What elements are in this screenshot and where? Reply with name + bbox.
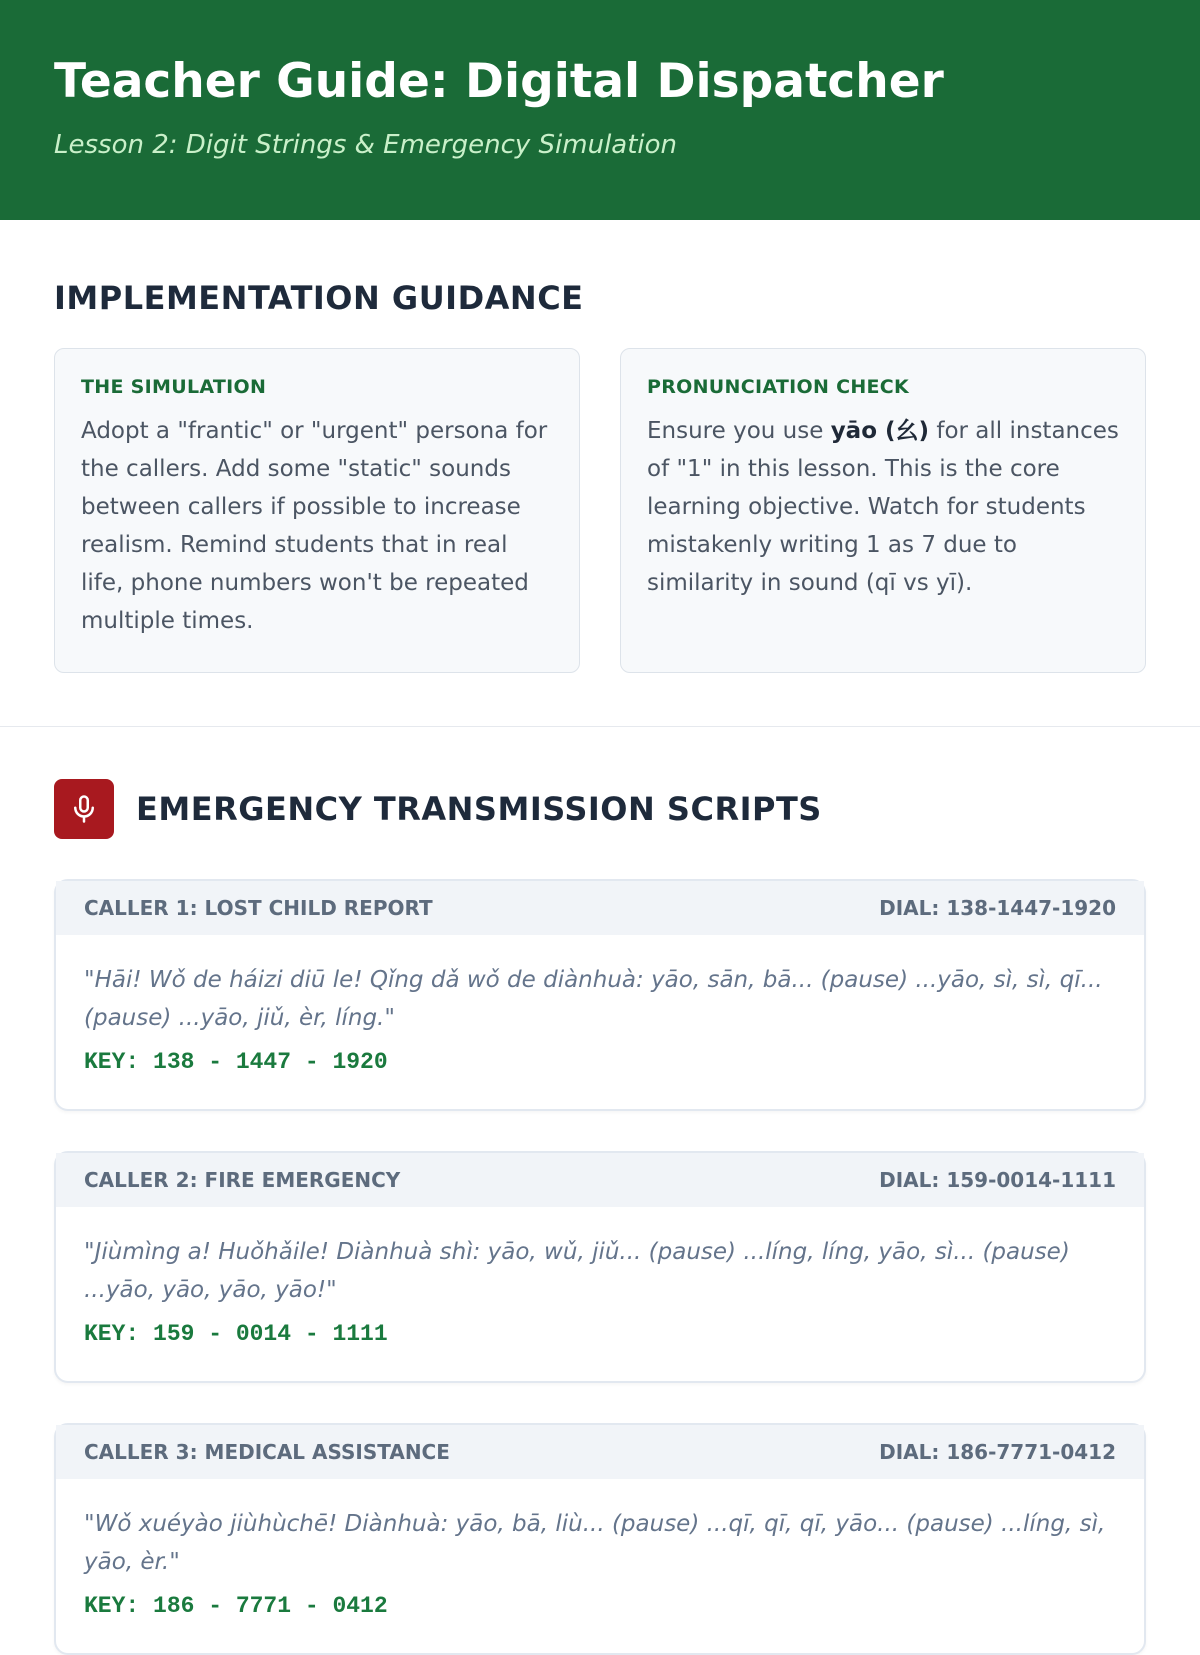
caller-card-header — [56, 1153, 1144, 1207]
guidance-title: IMPLEMENTATION GUIDANCE — [54, 279, 584, 317]
page-title: Teacher Guide: Digital Dispatcher — [54, 54, 944, 109]
page-header — [0, 0, 1200, 220]
caller-card — [54, 1151, 1146, 1383]
caller-script-list — [54, 879, 1146, 1655]
guidance-card-title: PRONUNCIATION CHECK — [647, 376, 910, 398]
guidance-card-body: Adopt a "frantic" or "urgent" persona for the callers. Add some "static" sounds between callers if possible to increase realism. Remind students that in real life, phone numbers won't be repeated multiple times. — [81, 418, 548, 634]
implementation-guidance-section — [0, 220, 1200, 727]
caller-label: CALLER 2: FIRE EMERGENCY — [84, 1168, 401, 1192]
body-text-before: Ensure you use — [647, 418, 831, 444]
scripts-heading — [54, 779, 1146, 839]
guidance-cards — [54, 348, 1146, 673]
caller-card — [54, 879, 1146, 1111]
transmission-scripts-section — [0, 727, 1200, 1655]
microphone-icon — [54, 779, 114, 839]
answer-key: KEY: 138 - 1447 - 1920 — [84, 1049, 388, 1075]
caller-label: CALLER 1: LOST CHILD REPORT — [84, 896, 433, 920]
caller-dial: DIAL: 159-0014-1111 — [879, 1168, 1116, 1192]
caller-dial: DIAL: 138-1447-1920 — [879, 896, 1116, 920]
caller-card — [54, 1423, 1146, 1655]
caller-card-body — [56, 1479, 1144, 1653]
answer-key: KEY: 159 - 0014 - 1111 — [84, 1321, 388, 1347]
guidance-card-body — [647, 412, 1119, 602]
scripts-title: EMERGENCY TRANSMISSION SCRIPTS — [136, 790, 822, 828]
caller-card-header — [56, 881, 1144, 935]
caller-card-body — [56, 1207, 1144, 1381]
body-emphasis-yao: yāo (幺) — [830, 418, 930, 444]
guidance-card-title: THE SIMULATION — [81, 376, 267, 398]
caller-dial: DIAL: 186-7771-0412 — [879, 1440, 1116, 1464]
answer-key: KEY: 186 - 7771 - 0412 — [84, 1593, 388, 1619]
caller-quote: "Hāi! Wǒ de háizi diū le! Qǐng dǎ wǒ de diànhuà: yāo, sān, bā... (pause) ...yāo, sì, sì, qī... (pause) ...yāo, jiǔ, èr, líng." — [84, 967, 1103, 1031]
caller-label: CALLER 3: MEDICAL ASSISTANCE — [84, 1440, 450, 1464]
caller-quote: "Jiùmìng a! Huǒhǎile! Diànhuà shì: yāo, wǔ, jiǔ... (pause) ...líng, líng, yāo, sì... (pause) ...yāo, yāo, yāo, yāo!" — [84, 1239, 1070, 1303]
page-subtitle: Lesson 2: Digit Strings & Emergency Simulation — [54, 130, 678, 160]
guidance-card-pronunciation — [620, 348, 1146, 673]
caller-card-header — [56, 1425, 1144, 1479]
caller-card-body — [56, 935, 1144, 1109]
body-text-after: for all instances of "1" in this lesson. This is the core learning objective. Watch for students mistakenly writing 1 as 7 due to similarity in sound (qī vs yī). — [647, 418, 1119, 596]
caller-quote: "Wǒ xuéyào jiùhùchē! Diànhuà: yāo, bā, liù... (pause) ...qī, qī, qī, yāo... (pause) ...líng, sì, yāo, èr." — [84, 1511, 1106, 1575]
guidance-card-simulation — [54, 348, 580, 673]
